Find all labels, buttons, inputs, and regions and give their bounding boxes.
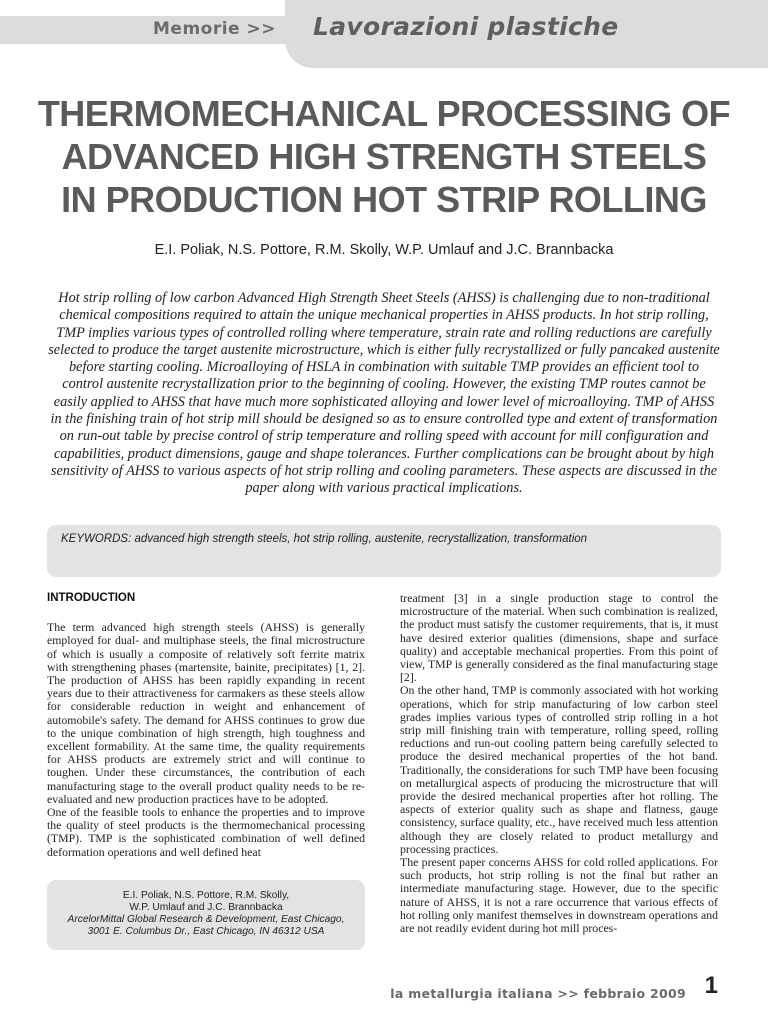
- section-label: Memorie >>: [153, 19, 276, 39]
- paragraph: The term advanced high strength steels (AHSS) is generally employed for dual- and multiphase steels, the final microstructure of which is usually a composite of relatively soft ferrite matrix with strengthening phases (martensite, bainite, precipitates) [1, 2]. The production of AHSS has been rapidly expanding in recent years due to their attractiveness for carmakers as these steels allow for considerable reduction in weight and enhancement of automobile's safety. The demand for AHSS continues to grow due to the unique combination of high strength, high toughness and excellent formability. At the same time, the quality requirements for AHSS products are extremely strict and will continue to toughen. Under these circumstances, the contribution of each manufacturing stage to the overall product quality needs to be re-evaluated and new production practices have to be adopted.: [47, 620, 365, 806]
- title-line: THERMOMECHANICAL PROCESSING OF: [37, 93, 731, 134]
- right-column: [400, 592, 718, 935]
- author-list: E.I. Poliak, N.S. Pottore, R.M. Skolly, W.P. Umlauf and J.C. Brannbacka: [154, 242, 614, 258]
- category-tab: [285, 0, 768, 68]
- page-number: 1: [704, 972, 718, 999]
- title-line: IN PRODUCTION HOT STRIP ROLLING: [61, 179, 707, 220]
- paragraph: One of the feasible tools to enhance the properties and to improve the quality of steel products is the thermomechanical processing (TMP). TMP is the sophisticated combination of well defined deformation operations and well defined heat: [47, 805, 365, 859]
- abstract: Hot strip rolling of low carbon Advanced High Strength Sheet Steels (AHSS) is challenging due to non-traditional chemical compositions required to attain the unique mechanical properties in AHSS products. In hot strip rolling, TMP implies various types of controlled rolling where temperature, strain rate and rolling reductions are carefully selected to produce the target austenite microstructure, which is either fully recrystallized or fully pancaked austenite before starting cooling. Microalloying of HSLA in combination with suitable TMP provides an efficient tool to control austenite recrystallization prior to the beginning of cooling. However, the existing TMP routes cannot be easily applied to AHSS that have much more sophisticated alloying and lower level of microalloying. TMP of AHSS in the finishing train of hot strip mill should be designed so as to ensure controlled type and extent of transformation on run-out table by precise control of strip temperature and rolling speed with account for mill configuration and capabilities, product dimensions, gauge and shape tolerances. Further complications can be brought about by high sensitivity of AHSS to various aspects of hot strip rolling and cooling parameters. These aspects are discussed in the paper along with various practical implications.: [48, 290, 720, 497]
- affiliation-names: W.P. Umlauf and J.C. Brannbacka: [129, 902, 283, 913]
- category-label: Lavorazioni plastiche: [313, 12, 619, 41]
- affiliation-address: 3001 E. Columbus Dr., East Chicago, IN 46312 USA: [87, 926, 325, 937]
- paper-title: [30, 92, 738, 221]
- affiliation-box: [47, 880, 365, 950]
- paragraph: The present paper concerns AHSS for cold rolled applications. For such products, hot strip rolling is not the final but rather an intermediate manufacturing stage. However, due to the specific nature of AHSS, it is not a rare occurrence that various effects of hot rolling only manifest themselves in downstream operations and are not readily evident during hot mill proces-: [400, 855, 718, 936]
- affiliation-names: E.I. Poliak, N.S. Pottore, R.M. Skolly,: [122, 890, 290, 901]
- keywords-box: KEYWORDS: advanced high strength steels, hot strip rolling, austenite, recrystallization, transformation: [47, 525, 721, 577]
- affiliation-org: ArcelorMittal Global Research & Development, East Chicago,: [67, 914, 345, 925]
- journal-footer: la metallurgia italiana >> febbraio 2009: [390, 986, 686, 1001]
- paragraph: On the other hand, TMP is commonly associated with hot working operations, which for strip manufacturing of low carbon steel grades implies various types of controlled strip rolling in a hot strip mill finishing train with temperature, rolling speed, rolling reductions and run-out cooling pattern being carefully selected to produce the desired mechanical properties of the hot band. Traditionally, the considerations for such TMP have been focusing on metallurgical aspects of producing the microstructure that will provide the desired mechanical properties after hot rolling. The aspects of exterior quality such as shape and flatness, gauge consistency, surface quality, etc., have received much less attention although they are closely related to product metallurgy and processing practices.: [400, 683, 718, 856]
- section-tab: [0, 16, 290, 44]
- left-column: [47, 592, 365, 859]
- title-line: ADVANCED HIGH STRENGTH STEELS: [61, 136, 707, 177]
- section-heading: INTRODUCTION: [47, 592, 136, 604]
- paragraph: treatment [3] in a single production stage to control the microstructure of the material. When such combination is realized, the product must satisfy the customer requirements, that is, it must have desired exterior qualities (dimensions, shape and surface quality) and acceptable mechanical properties. From this point of view, TMP is generally considered as the final manufacturing stage [2].: [400, 591, 718, 685]
